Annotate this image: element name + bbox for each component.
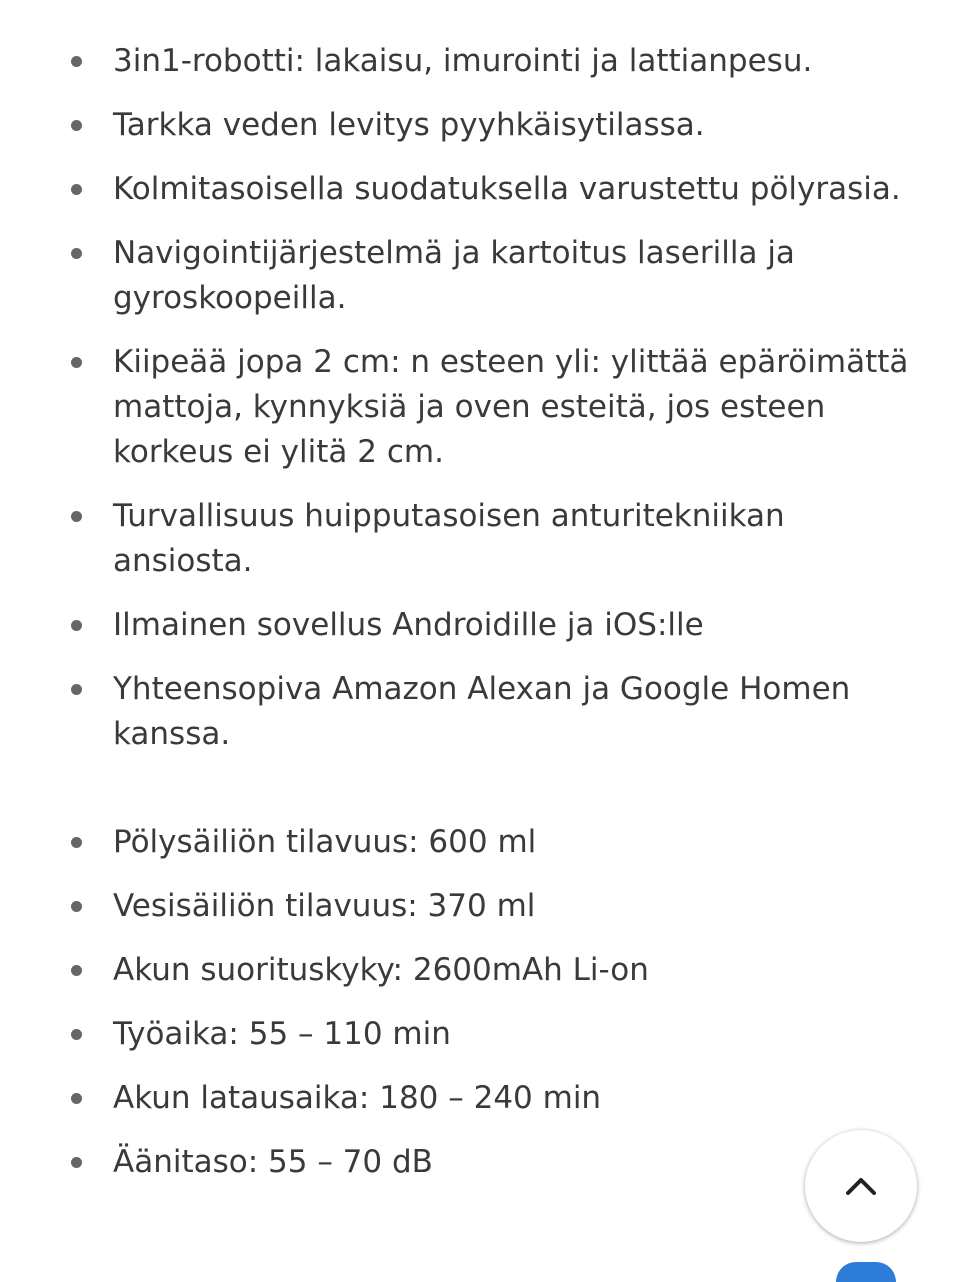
list-item-text: Työaika: 55 – 110 min — [113, 1016, 451, 1052]
list-item — [0, 103, 960, 148]
bullet-icon — [71, 357, 82, 368]
list-item — [0, 884, 960, 929]
bullet-icon — [71, 837, 82, 848]
list-item-text: Kolmitasoisella suodatuksella varustettu pölyrasia. — [113, 171, 901, 207]
bullet-icon — [71, 965, 82, 976]
list-item-text: Äänitaso: 55 – 70 dB — [113, 1144, 433, 1180]
bullet-icon — [71, 184, 82, 195]
list-item — [0, 1076, 960, 1121]
list-item-text: Tarkka veden levitys pyyhkäisytilassa. — [113, 107, 705, 143]
list-item-text: Vesisäiliön tilavuus: 370 ml — [113, 888, 536, 924]
chevron-up-icon — [844, 1175, 878, 1197]
list-item — [0, 494, 960, 584]
list-item-text: Pölysäiliön tilavuus: 600 ml — [113, 824, 537, 860]
list-item — [0, 39, 960, 84]
spec-list — [0, 776, 960, 1185]
list-item — [0, 231, 960, 321]
bullet-icon — [71, 684, 82, 695]
scroll-to-top-button[interactable] — [805, 1130, 917, 1242]
bullet-icon — [71, 56, 82, 67]
list-item — [0, 167, 960, 212]
bullet-icon — [71, 901, 82, 912]
bullet-icon — [71, 248, 82, 259]
list-item-text: Turvallisuus huipputasoisen anturitekniikan ansiosta. — [113, 498, 785, 579]
list-item-text: Akun suorituskyky: 2600mAh Li-on — [113, 952, 649, 988]
list-item-text: Akun latausaika: 180 – 240 min — [113, 1080, 602, 1116]
bullet-icon — [71, 511, 82, 522]
bullet-icon — [71, 1093, 82, 1104]
list-item-text: Ilmainen sovellus Androidille ja iOS:lle — [113, 607, 704, 643]
list-item — [0, 667, 960, 757]
list-item — [0, 340, 960, 475]
list-item-text: 3in1-robotti: lakaisu, imurointi ja lattianpesu. — [113, 43, 813, 79]
list-item — [0, 948, 960, 993]
list-item-text: Navigointijärjestelmä ja kartoitus laserilla ja gyroskoopeilla. — [113, 235, 795, 316]
bullet-icon — [71, 1157, 82, 1168]
list-item-text: Yhteensopiva Amazon Alexan ja Google Homen kanssa. — [113, 671, 851, 752]
floating-action-button[interactable] — [836, 1262, 896, 1282]
bullet-icon — [71, 620, 82, 631]
bullet-icon — [71, 120, 82, 131]
bullet-icon — [71, 1029, 82, 1040]
list-item — [0, 1012, 960, 1057]
list-item — [0, 820, 960, 865]
list-item-text: Kiipeää jopa 2 cm: n esteen yli: ylittää epäröimättä mattoja, kynnyksiä ja oven esteitä, jos esteen korkeus ei ylitä 2 cm. — [113, 344, 909, 470]
list-item — [0, 603, 960, 648]
